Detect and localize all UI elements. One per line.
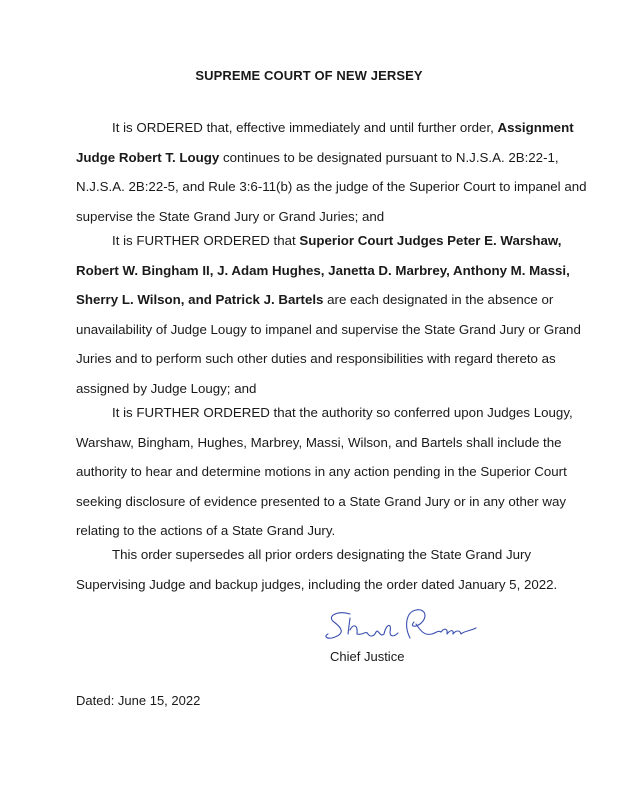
paragraph-line: This order supersedes all prior orders designating the State Grand Jury xyxy=(112,547,532,562)
paragraph-line: unavailability of Judge Lougy to impanel and supervise the State Grand Jury or Grand xyxy=(76,321,581,337)
paragraph-line: Juries and to perform such other duties and responsibilities with regard thereto as xyxy=(76,351,556,366)
order-paragraph-2 xyxy=(76,232,581,409)
paragraph-line: Warshaw, Bingham, Hughes, Marbrey, Massi, Wilson, and Bartels shall include the xyxy=(76,434,562,450)
paragraph-line xyxy=(76,232,562,262)
paragraph-line xyxy=(76,291,554,321)
bold-text-run: Judge Robert T. Lougy xyxy=(76,149,220,165)
signature-title: Chief Justice xyxy=(330,649,405,664)
bold-text-run: Sherry L. Wilson, and Patrick J. Bartels xyxy=(76,292,324,307)
paragraph-line: relating to the actions of a State Grand Jury. xyxy=(76,523,336,538)
paragraph-line: assigned by Judge Lougy; and xyxy=(76,380,257,396)
paragraph-line: N.J.S.A. 2B:22-5, and Rule 3:6-11(b) as the judge of the Superior Court to impanel and xyxy=(76,179,587,194)
text-run: continues to be designated pursuant to N.J.S.A. 2B:22-1, xyxy=(219,149,559,165)
bold-text-run: Robert W. Bingham II, J. Adam Hughes, Janetta D. Marbrey, Anthony M. Massi, xyxy=(76,262,570,278)
order-paragraph-3 xyxy=(76,404,573,552)
paragraph-line: Supervising Judge and backup judges, including the order dated January 5, 2022. xyxy=(76,576,558,592)
order-paragraph-1 xyxy=(76,119,587,237)
paragraph-line xyxy=(76,262,570,292)
text-run: It is FURTHER ORDERED that xyxy=(112,233,300,248)
paragraph-line: authority to hear and determine motions in any action pending in the Superior Court xyxy=(76,464,567,479)
paragraph-line: seeking disclosure of evidence presented to a State Grand Jury or in any other way xyxy=(76,493,567,509)
handwritten-signature xyxy=(320,604,492,646)
dated-line: Dated: June 15, 2022 xyxy=(76,693,201,708)
text-run: are each designated in the absence or xyxy=(323,292,554,307)
document-title: SUPREME COURT OF NEW JERSEY xyxy=(195,68,423,83)
bold-text-run: Superior Court Judges Peter E. Warshaw, xyxy=(299,233,562,248)
order-paragraph-4 xyxy=(76,546,558,605)
text-run: It is ORDERED that, effective immediately and until further order, xyxy=(112,120,498,135)
paragraph-line: It is FURTHER ORDERED that the authority so conferred upon Judges Lougy, xyxy=(112,405,573,420)
paragraph-line xyxy=(76,149,559,179)
signature-icon xyxy=(320,604,492,646)
paragraph-line xyxy=(76,119,574,149)
paragraph-line: supervise the State Grand Jury or Grand Juries; and xyxy=(76,208,385,224)
bold-text-run: Assignment xyxy=(497,120,574,135)
